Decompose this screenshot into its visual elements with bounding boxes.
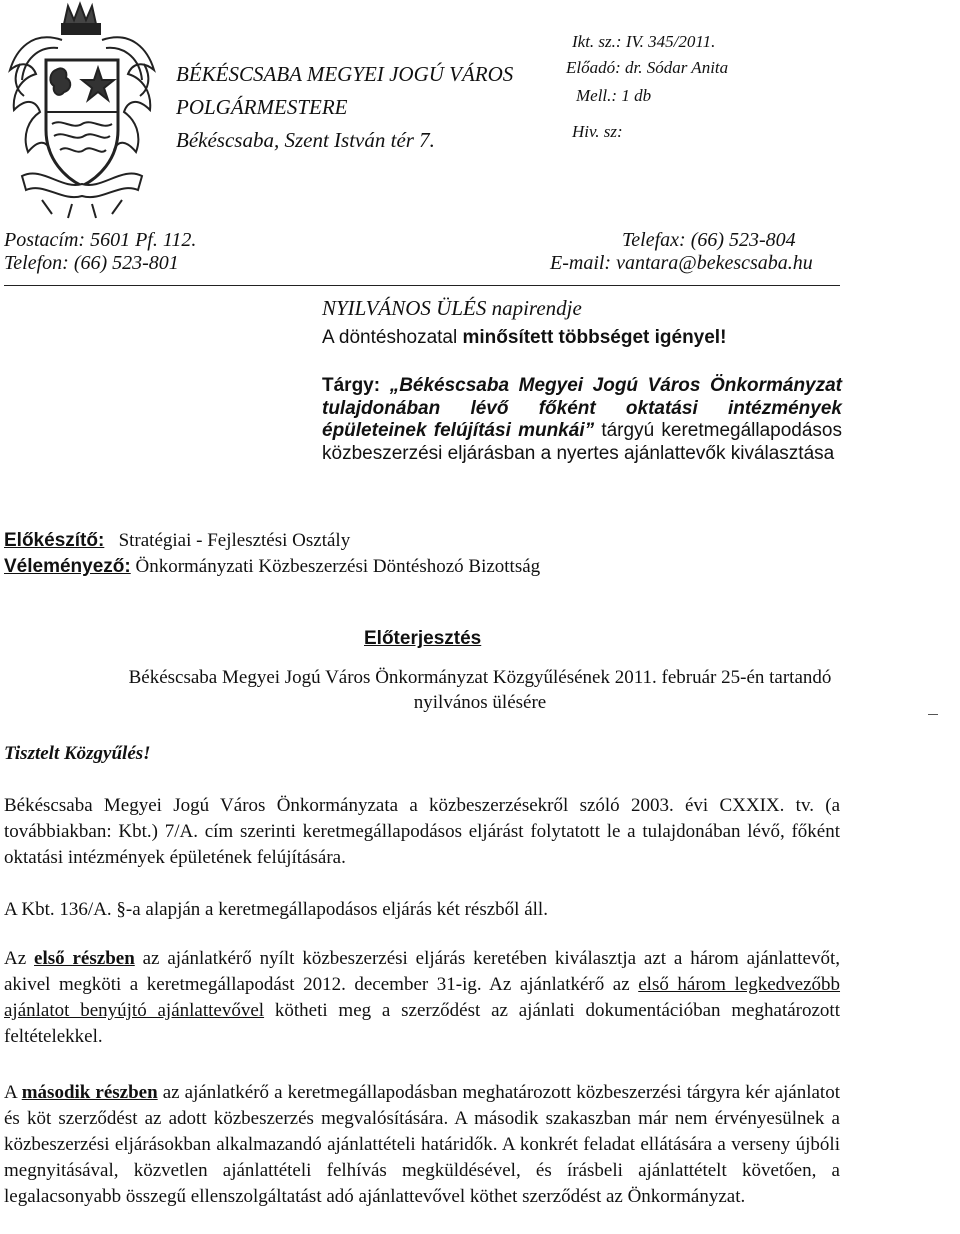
- fax: Telefax: (66) 523-804: [622, 229, 796, 251]
- p3-best-three: első három legkedvezőbb ajánlatot benyújtó ajánlattevővel: [4, 974, 841, 1021]
- agenda-session: NYILVÁNOS ÜLÉS: [322, 296, 487, 320]
- email: E-mail: vantara@bekescsaba.hu: [550, 252, 813, 274]
- reviewer-line: [4, 556, 540, 578]
- attachments: Mell.: 1 db: [576, 86, 652, 105]
- presenter: Előadó: dr. Sódar Anita: [566, 58, 729, 77]
- agenda-note-bold: minősített többséget igényel!: [462, 327, 727, 348]
- office-city-name: BÉKÉSCSABA MEGYEI JOGÚ VÁROS: [176, 62, 514, 86]
- proposal-heading: Előterjesztés: [364, 628, 482, 649]
- p4-second-part: második részben: [21, 1082, 158, 1103]
- subject-label: Tárgy:: [322, 375, 381, 396]
- preparer-label: Előkészítő:: [4, 530, 105, 551]
- body-paragraph-1: Békéscsaba Megyei Jogú Város Önkormányzata a közbeszerzésekről szóló 2003. évi CXXIX. tv. (a továbbiakban: Kbt.) 7/A. cím szerinti keretmegállapodásos eljárást folytatott le a tulajdonában lévő, főként oktatási intézmények épületének felújítására.: [4, 795, 840, 868]
- city-coat-of-arms-icon: [2, 0, 162, 222]
- salutation: Tisztelt Közgyűlés!: [4, 743, 151, 764]
- agenda-suffix: napirendje: [486, 296, 582, 320]
- header-divider: [4, 285, 840, 286]
- reference-number: Ikt. sz.: IV. 345/2011.: [572, 32, 716, 51]
- reviewer-value: Önkormányzati Közbeszerzési Döntéshozó Bizottság: [135, 556, 541, 577]
- p3-text-2: az ajánlatkérő nyílt közbeszerzési eljárás keretében kiválasztja azt a három ajánlattevőt, akivel megköti a keretmegállapodást 2012. december 31-ig. Az ajánlatkérő az: [4, 948, 841, 995]
- reference-ref: Hiv. sz:: [572, 122, 623, 141]
- body-paragraph-4: [4, 1080, 840, 1210]
- preparer-value: Stratégiai - Fejlesztési Osztály: [118, 530, 351, 551]
- margin-dash: [928, 714, 938, 715]
- subject-title: „Békéscsaba Megyei Jogú Város Önkormányzat tulajdonában lévő főként oktatási intézmények épületeinek felújítási munkái”: [322, 375, 843, 441]
- subject-block: [322, 375, 842, 465]
- office-address: Békéscsaba, Szent István tér 7.: [176, 128, 435, 152]
- p3-text-3: kötheti meg a szerződést az ajánlati dokumentációban meghatározott feltételekkel.: [4, 1000, 840, 1047]
- agenda-note-prefix: A döntéshozatal: [322, 327, 463, 348]
- p4-text-1: A: [4, 1082, 22, 1103]
- reviewer-label: Véleményező:: [4, 556, 131, 577]
- p4-text-2: az ajánlatkérő a keretmegállapodásban meghatározott közbeszerzési tárgyra kér ajánlatot és köt szerződést az adott közbeszerzés megvalósítására. A második szakaszban már nem érvényesülnek a közbeszerzési eljárásokban alkalmazandó ajánlattételi határidők. A konkrét feladat ellátására a verseny újbóli megnyitásával, közvetlen ajánlattételi felhívás megküldésével, és írásbeli ajánlattételt követően, a legalacsonyabb összegű ellenszolgáltatást adó ajánlattevővel köthet szerződést az Önkormányzat.: [4, 1082, 840, 1207]
- agenda-majority-note: [322, 327, 726, 349]
- p3-first-part: első részben: [34, 948, 135, 969]
- postal-address: Postacím: 5601 Pf. 112.: [4, 229, 197, 251]
- body-paragraph-2: A Kbt. 136/A. §-a alapján a keretmegállapodásos eljárás két részből áll.: [4, 899, 548, 920]
- body-paragraph-3: [4, 946, 840, 1050]
- subject-rest: tárgyú keretmegállapodásos közbeszerzési eljárásban a nyertes ajánlattevők kiválasztása: [322, 420, 842, 464]
- proposal-assembly-line: Békéscsaba Megyei Jogú Város Önkormányzat Közgyűlésének 2011. február 25-én tartandó: [128, 667, 832, 688]
- p3-text-1: Az: [4, 948, 35, 969]
- proposal-session-line: nyilvános ülésére: [413, 692, 547, 713]
- agenda-type: [322, 296, 582, 321]
- office-mayor-title: POLGÁRMESTERE: [176, 95, 348, 119]
- phone: Telefon: (66) 523-801: [4, 252, 179, 274]
- preparer-line: [4, 530, 350, 552]
